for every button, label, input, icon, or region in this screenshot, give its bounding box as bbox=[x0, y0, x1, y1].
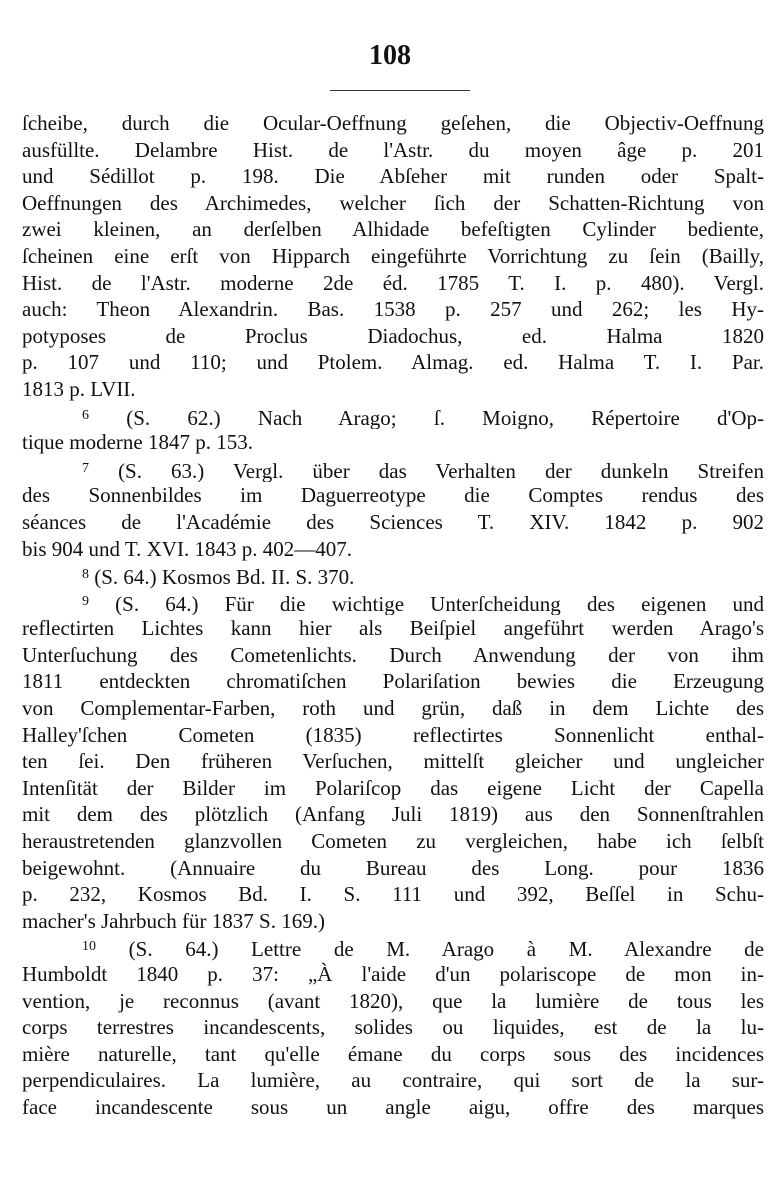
footnote-mark: 9 bbox=[82, 593, 89, 609]
text-line: von Complementar-Farben, roth und grün, daß in dem Lichte des bbox=[22, 696, 764, 721]
footnote-mark: 6 bbox=[82, 407, 89, 423]
text-line: ſcheinen eine erſt von Hipparch eingeführte Vorrichtung zu ſein (Bailly, bbox=[22, 243, 764, 268]
footnote-8 bbox=[22, 562, 764, 589]
text-line: beigewohnt. (Annuaire du Bureau des Long. pour 1836 bbox=[22, 855, 764, 880]
body-text bbox=[22, 110, 764, 1121]
footnote-10 bbox=[22, 934, 764, 961]
text-line: Humboldt 1840 p. 37: „À l'aide d'un polariscope de mon in- bbox=[22, 962, 764, 986]
text-line: Halley'ſchen Cometen (1835) reflectirtes Sonnenlicht enthal- bbox=[22, 722, 764, 747]
text-line: séances de l'Académie des Sciences T. XIV. 1842 p. 902 bbox=[22, 509, 764, 534]
text-line: Oeffnungen des Archimedes, welcher ſich der Schatten-Richtung von bbox=[22, 190, 764, 215]
footnote-6 bbox=[22, 403, 764, 430]
footnote-text: (S. 62.) Nach Arago; ſ. Moigno, Répertoire d'Op- bbox=[126, 405, 764, 430]
text-line: bis 904 und T. XVI. 1843 p. 402—407. bbox=[22, 536, 352, 561]
footnote-9 bbox=[22, 589, 764, 616]
header-rule bbox=[330, 90, 470, 91]
text-line: heraustretenden glanzvollen Cometen zu vergleichen, habe ich ſelbſt bbox=[22, 829, 764, 854]
text-line: potyposes de Proclus Diadochus, ed. Halma 1820 bbox=[22, 323, 764, 348]
text-line: tique moderne 1847 p. 153. bbox=[22, 430, 253, 455]
footnote-text: (S. 64.) Kosmos Bd. II. S. 370. bbox=[94, 565, 355, 589]
text-line: perpendiculaires. La lumière, au contraire, qui sort de la sur- bbox=[22, 1068, 764, 1093]
text-line: ſcheibe, durch die Ocular-Oeffnung geſehen, die Objectiv-Oeffnung bbox=[22, 111, 764, 135]
text-line: 1811 entdeckten chromatiſchen Polariſation bewies die Erzeugung bbox=[22, 669, 764, 694]
text-line: Intenſität der Bilder im Polariſcop das eigene Licht der Capella bbox=[22, 775, 764, 800]
text-line: corps terrestres incandescents, solides ou liquides, est de la lu- bbox=[22, 1015, 764, 1040]
text-line: face incandescente sous un angle aigu, offre des marques bbox=[22, 1094, 764, 1119]
footnote-mark: 7 bbox=[82, 460, 89, 476]
footnote-text: (S. 64.) Lettre de M. Arago à M. Alexandre de bbox=[128, 937, 764, 961]
text-line: reflectirten Lichtes kann hier als Beiſpiel angeführt werden Arago's bbox=[22, 616, 764, 641]
text-line: und Sédillot p. 198. Die Abſeher mit runden oder Spalt- bbox=[22, 164, 764, 189]
text-line: ausfüllte. Delambre Hist. de l'Astr. du moyen âge p. 201 bbox=[22, 137, 764, 162]
text-line: Unterſuchung des Cometenlichts. Durch Anwendung der von ihm bbox=[22, 642, 764, 667]
text-line: p. 232, Kosmos Bd. I. S. 111 und 392, Beſſel in Schu- bbox=[22, 882, 764, 907]
text-line: zwei kleinen, an derſelben Alhidade befeſtigten Cylinder bediente, bbox=[22, 217, 764, 242]
text-line: vention, je reconnus (avant 1820), que la lumière de tous les bbox=[22, 988, 764, 1013]
page-number: 108 bbox=[369, 40, 411, 71]
text-line: p. 107 und 110; und Ptolem. Almag. ed. Halma T. I. Par. bbox=[22, 350, 764, 375]
text-line: mière naturelle, tant qu'elle émane du corps sous des incidences bbox=[22, 1041, 764, 1066]
text-line: mit dem des plötzlich (Anfang Juli 1819) aus den Sonnenſtrahlen bbox=[22, 802, 764, 827]
footnote-mark: 8 bbox=[82, 567, 89, 583]
text-line: macher's Jahrbuch für 1837 S. 169.) bbox=[22, 908, 325, 933]
footnote-mark: 10 bbox=[82, 939, 96, 955]
text-line: auch: Theon Alexandrin. Bas. 1538 p. 257 und 262; les Hy- bbox=[22, 297, 764, 322]
text-line: des Sonnenbildes im Daguerreotype die Comptes rendus des bbox=[22, 483, 764, 508]
footnote-text: (S. 63.) Vergl. über das Verhalten der dunkeln Streifen bbox=[118, 458, 764, 483]
footnote-7 bbox=[22, 456, 764, 483]
footnote-text: (S. 64.) Für die wichtige Unterſcheidung des eigenen und bbox=[115, 591, 764, 616]
text-line: ten ſei. Den früheren Verſuchen, mittelſt gleicher und ungleicher bbox=[22, 749, 764, 774]
text-line: Hist. de l'Astr. moderne 2de éd. 1785 T. I. p. 480). Vergl. bbox=[22, 270, 764, 295]
text-line: 1813 p. LVII. bbox=[22, 376, 136, 401]
